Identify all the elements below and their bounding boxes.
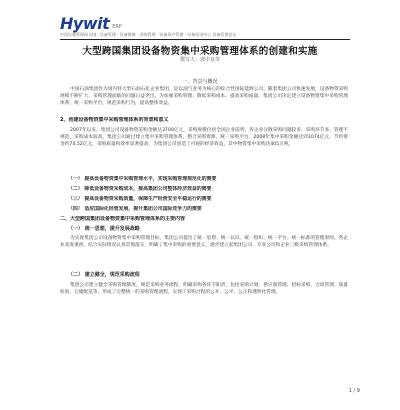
- header-rule: [60, 39, 350, 40]
- stats-paragraph: 2007年以来，集团公司设备物资采购金额达3700亿元，采购规模位居全国企业前列。各企业分散采购问题较多，采购环节多，管理不规范，采购成本较高。集团公司通过建立集中采购管理体系，整合采购资源，统一采购平台，2008年集中采购金额达到1074亿元，节约资金约74.52亿元，采购质量和效率显著提高，为集团公司创造了可观的经济效益，其中物资集中采购达405万吨。: [60, 128, 348, 148]
- list-item: （一） 提高设备物资集中采购管理水平，实现采购管理规范化的需要: [68, 176, 217, 182]
- header-tagline: 中国设备管理网 网址: 设备管理 · 设备维修 · 采购管理 · 设备资产管理 · 设备资讯中心 设备管理论坛 ·: [60, 32, 239, 37]
- subsection-1-paragraph: 为实现集团公司设备物资集中采购管理目标，集团公司提出了统一思想、统一认识、统一组织、统一平台、统一标准的管理原则。各企业高度重视，结合实际情况认真贯彻落实，明确了集中采购的重要意义，逐步建立起集团公司、专业公司和企业三级采购管理体系。: [60, 236, 348, 249]
- list-item: （二） 降低设备物资采购成本，提高集团公司整体经济效益的需要: [68, 186, 212, 192]
- company-logo: [60, 14, 122, 33]
- subsection-1-heading: （一） 统一思想，提升发展战略: [68, 226, 140, 232]
- subsection-2-paragraph: 集团公司建立健全采购管理制度，规范采购业务流程，明确采购各环节职责，包括采购计划、供应商管理、招标采购、合同管理、质量检验、仓储配送等，形成了完整统一的采购管理流程，实现了采购过程的公开、公平、公正和透明化管理。: [60, 283, 348, 296]
- subsection-2-heading: （二） 建立健全，规范采购流程: [68, 272, 140, 278]
- intro-paragraph: 中国石油集团作为国内特大型石油石化企业集团，是以油气业务为核心的综合性国际能源公司。随着集团公司快速发展，设备物资采购规模不断扩大，采购管理面临的问题日益突出。为加强采购管理、降低采购成本、提高采购质量，集团公司决定建立设备物资集中采购管理体系，统一采购平台，规范采购行为，提高整体效益。: [60, 87, 348, 107]
- author-line: 撰写人：郭中良等: [179, 57, 220, 63]
- background-heading: 2、创建设备物资集中采购管理体系的背景和意义: [60, 117, 169, 123]
- section-intro-label: 一、背景与概况: [182, 79, 218, 85]
- list-item: （四） 适应国际化经营发展，提升集团公司国际竞争力的需要: [68, 206, 202, 212]
- logo-sub: ERP: [112, 23, 122, 30]
- page-number: 1 / 9: [348, 388, 360, 394]
- document-title: 大型跨国集团设备物资集中采购管理体系的创建和实施: [82, 46, 318, 57]
- logo-text: Hywit: [60, 14, 110, 33]
- list-item: （三） 提高设备物资采购质量，保障生产经营安全平稳运行的需要: [68, 196, 212, 202]
- section2-heading: 二、大型跨国集团设备物资集中采购管理体系的主要内容: [60, 216, 186, 222]
